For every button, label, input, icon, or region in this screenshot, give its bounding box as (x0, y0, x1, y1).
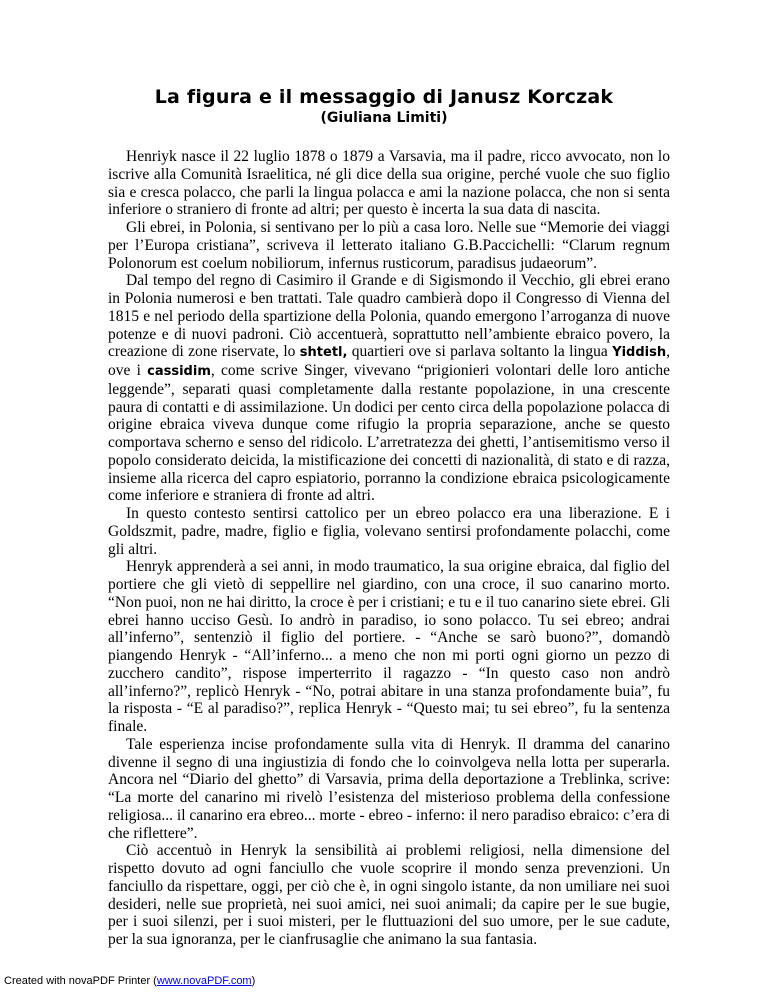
paragraph: Henriyk nasce il 22 luglio 1878 o 1879 a Varsavia, ma il padre, ricco avvocato, non lo iscrive alla Comunità Israelitica, né gli dice della sua origine, perché vuole che suo figlio sia e cresca polacco, che parli la lingua polacca e ami la nazione polacca, che non si senta inferiore o straniero di fronte ad altri; per questo è incerta la sua data di nascita. (108, 148, 670, 219)
footer-prefix: Created with novaPDF Printer ( (4, 975, 157, 987)
document-author: (Giuliana Limiti) (320, 110, 448, 126)
paragraph-text: quartieri ove si parlava soltanto la lingua (347, 343, 613, 361)
document-title: La figura e il messaggio di Janusz Korczak (154, 86, 614, 108)
paragraph: Ciò accentuò in Henryk la sensibilità ai problemi religiosi, nella dimensione del rispetto dovuto ad ogni fanciullo che vuole scoprire il mondo senza prevenzioni. Un fanciullo da rispettare, oggi, per ciò che è, in ogni singolo istante, da non umiliare nei suoi desideri, nelle sue proprietà, nei suoi amici, nei suoi animali; da capire per le sue bugie, per i suoi silenzi, per i suoi misteri, per le fluttuazioni del suo umore, per le sue cadute, per la sua ignoranza, per le cianfrusaglie che animano la sua fantasia. (108, 842, 670, 948)
paragraph: In questo contesto sentirsi cattolico per un ebreo polacco era una liberazione. E i Goldszmit, padre, madre, figlio e figlia, volevano sentirsi profondamente polacchi, come gli altri. (108, 505, 670, 558)
paragraph: Henryk apprenderà a sei anni, in modo traumatico, la sua origine ebraica, dal figlio del portiere che gli vietò di seppellire nel giardino, con una croce, il suo canarino morto. “Non puoi, non ne hai diritto, la croce è per i cristiani; e tu e il tuo canarino siete ebrei. Gli ebrei hanno ucciso Gesù. Io andrò in paradiso, io sono polacco. Tu sei ebreo; andrai all’inferno”, sentenziò il figlio del portiere. - “Anche se sarò buono?”, domandò piangendo Henryk - “All’inferno... a meno che non mi porti ogni giorno un pezzo di zucchero candito”, rispose imperterrito il ragazzo - “In questo caso non andrò all’inferno?”, replicò Henryk - “No, potrai abitare in una stanza profondamente buia”, fu la risposta - “E al paradiso?”, replica Henryk - “Questo mai; tu sei ebreo”, fu la sentenza finale. (108, 558, 670, 735)
footer-suffix: ) (251, 975, 256, 987)
document-body (108, 148, 670, 949)
paragraph-text: , come scrive Singer, vivevano “prigionieri volontari delle loro antiche leggende”, separati quasi completamente dalla restante popolazione, in una crescente paura di contatti e di assimilazione. Un dodici per cento circa della popolazione polacca di origine ebraica viveva dunque come rifugio la propria separazione, anche se questo comportava scherno e senso del ridicolo. L’arretratezza dei ghetti, l’antisemitismo verso il popolo considerato deicida, la mistificazione dei concetti di nazionalità, di stato e di razza, insieme alla ricerca del capro espiatorio, porranno la condizione ebraica psicologicamente come inferiore e straniera di fronte ad altri. (108, 362, 670, 505)
paragraph-text: Dal tempo del regno di Casimiro il Grande e di Sigismondo il Vecchio, gli ebrei erano in Polonia numerosi e ben trattati. Tale quadro cambierà dopo il Congresso di Vienna del 1815 e nel periodo della spartizione della Polonia, quando emergono l’arroganza di nuove potenze e di nuovi padroni. Ciò accentuerà, soprattutto nell’ambiente ebraico povero, la creazione di zone riservate, lo (108, 272, 670, 361)
novapdf-link[interactable]: www.novaPDF.com (156, 975, 252, 987)
paragraph: Tale esperienza incise profondamente sulla vita di Henryk. Il dramma del canarino divenne il segno di una ingiustizia di fondo che lo coinvolgeva nella lotta per superarla. Ancora nel “Diario del ghetto” di Varsavia, prima della deportazione a Treblinka, scrive: “La morte del canarino mi rivelò l’esistenza del misterioso problema della confessione religiosa... il canarino era ebreo... morte - ebreo - inferno: il nero paradiso ebraico: c’era di che riflettere”. (108, 735, 670, 842)
keyword-yiddish: Yiddish (612, 345, 667, 361)
keyword-shtetl: shtetl, (299, 345, 348, 361)
paragraph (108, 272, 670, 505)
paragraph-text: , ove i (108, 343, 670, 379)
keyword-cassidim: cassidim (147, 364, 211, 379)
paragraph: Gli ebrei, in Polonia, si sentivano per lo più a casa loro. Nelle sue “Memorie dei viaggi per l’Europa cristiana”, scriveva il letterato italiano G.B.Paccichelli: “Clarum regnum Polonorum est coelum nobiliorum, infernus rusticorum, paradisus judaeorum”. (108, 219, 670, 272)
pdf-creator-footer (4, 975, 255, 987)
